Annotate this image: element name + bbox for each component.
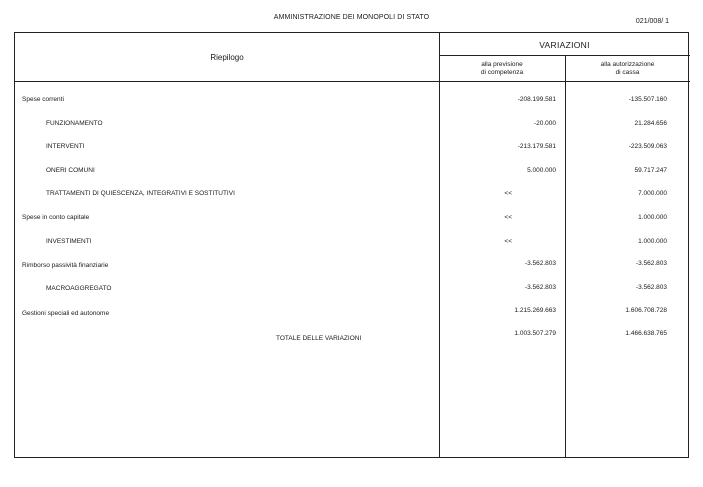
row-competenza-macroaggregato: -3.562.803 [524,284,556,291]
row-cassa-spese-conto-capitale: 1.000.000 [638,214,667,221]
row-competenza-rimborso: -3.562.803 [524,260,556,267]
row-cassa-rimborso: -3.562.803 [635,260,667,267]
row-competenza-oneri-comuni: 5.000.000 [527,167,556,174]
row-competenza-trattamenti: << [504,190,512,197]
column-divider-riepilogo [439,33,440,457]
column-divider-variazioni [565,55,566,457]
header-competenza [439,61,565,77]
row-cassa-gestioni-speciali: 1.606.708.728 [625,307,667,314]
row-cassa-interventi: -223.509.063 [628,143,667,150]
row-label-macroaggregato: MACROAGGREGATO [46,285,112,292]
header-competenza-line-1: alla previsione [481,61,523,68]
row-label-funzionamento: FUNZIONAMENTO [46,120,103,127]
total-label: TOTALE DELLE VARIAZIONI [276,335,362,342]
total-cassa: 1.466.638.765 [625,330,667,337]
row-cassa-investimenti: 1.000.000 [638,238,667,245]
row-competenza-interventi: -213.179.581 [517,143,556,150]
header-cassa-line-2: di cassa [615,69,640,76]
row-label-spese-correnti: Spese correnti [22,96,64,103]
header-cassa [565,61,690,77]
header-cassa-line-1: alla autorizzazione [600,61,655,68]
row-label-investimenti: INVESTIMENTI [46,238,92,245]
row-label-interventi: INTERVENTI [46,143,85,150]
row-cassa-macroaggregato: -3.562.803 [635,284,667,291]
variazioni-header-divider [439,55,690,56]
row-cassa-oneri-comuni: 59.717.247 [634,167,667,174]
row-label-trattamenti: TRATTAMENTI DI QUIESCENZA, INTEGRATIVI E SOSTITUTIVI [46,190,235,197]
row-competenza-spese-correnti: -208.199.581 [517,96,556,103]
row-competenza-spese-conto-capitale: << [504,214,512,221]
row-competenza-investimenti: << [504,238,512,245]
row-label-oneri-comuni: ONERI COMUNI [46,167,95,174]
row-cassa-funzionamento: 21.284.656 [634,120,667,127]
row-cassa-spese-correnti: -135.507.160 [628,96,667,103]
document-code: 021/008/ 1 [635,18,669,25]
row-competenza-gestioni-speciali: 1.215.269.663 [514,307,556,314]
header-bottom-divider [15,81,690,82]
row-cassa-trattamenti: 7.000.000 [638,190,667,197]
total-competenza: 1.003.507.279 [514,330,556,337]
row-label-rimborso: Rimborso passività finanziarie [22,262,109,269]
header-riepilogo: Riepilogo [210,53,244,62]
row-label-spese-conto-capitale: Spese in conto capitale [22,214,90,221]
header-variazioni: VARIAZIONI [539,40,590,50]
summary-table [14,32,689,458]
row-label-gestioni-speciali: Gestioni speciali ed autonome [22,310,110,317]
document-title: AMMINISTRAZIONE DEI MONOPOLI DI STATO [273,14,430,21]
header-competenza-line-2: di competenza [480,69,524,76]
row-competenza-funzionamento: -20.000 [533,120,556,127]
